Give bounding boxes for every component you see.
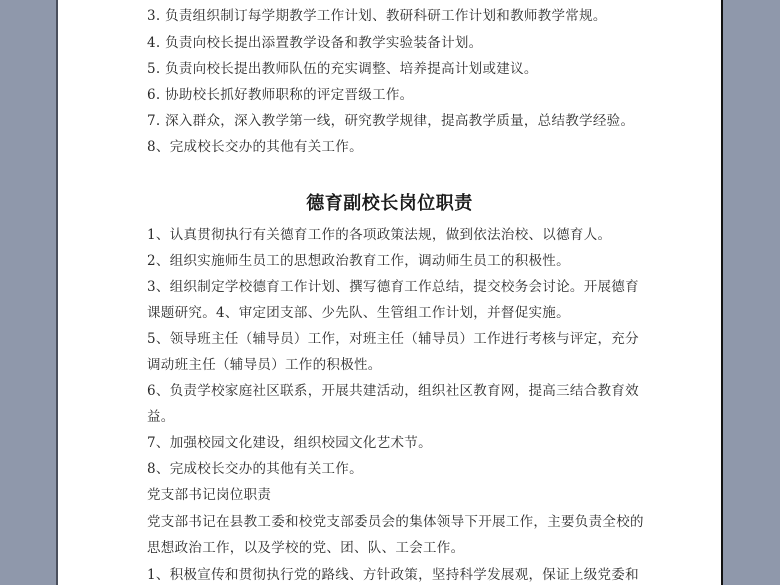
text-line: 益。: [147, 409, 175, 425]
subsection-title: 党支部书记岗位职责: [147, 487, 272, 503]
text-line: 1、积极宣传和贯彻执行党的路线、方针政策，坚持科学发展观，保证上级党委和: [147, 567, 639, 583]
text-line: 6. 协助校长抓好教师职称的评定晋级工作。: [147, 87, 414, 103]
text-line: 8、完成校长交办的其他有关工作。: [147, 139, 363, 155]
text-line: 7、加强校园文化建设，组织校园文化艺术节。: [147, 435, 432, 451]
text-line: 课题研究。4、审定团支部、少先队、生管组工作计划，并督促实施。: [147, 305, 570, 321]
text-line: 党支部书记在县教工委和校党支部委员会的集体领导下开展工作，主要负责全校的: [147, 514, 644, 530]
text-line: 6、负责学校家庭社区联系，开展共建活动，组织社区教育网，提高三结合教育效: [147, 383, 639, 399]
text-line: 3、组织制定学校德育工作计划、撰写德育工作总结，提交校务会讨论。开展德育: [147, 279, 639, 295]
text-line: 3. 负责组织制订每学期教学工作计划、教研科研工作计划和教师教学常规。: [147, 8, 607, 24]
text-line: 5. 负责向校长提出教师队伍的充实调整、培养提高计划或建议。: [147, 61, 538, 77]
text-line: 8、完成校长交办的其他有关工作。: [147, 461, 363, 477]
section-heading: 德育副校长岗位职责: [306, 193, 473, 214]
text-line: 调动班主任（辅导员）工作的积极性。: [147, 357, 382, 373]
text-line: 5、领导班主任（辅导员）工作，对班主任（辅导员）工作进行考核与评定，充分: [147, 331, 639, 347]
document-page: [56, 0, 723, 585]
text-line: 2、组织实施师生员工的思想政治教育工作，调动师生员工的积极性。: [147, 253, 570, 269]
text-line: 7. 深入群众，深入教学第一线，研究教学规律，提高教学质量，总结教学经验。: [147, 113, 635, 129]
text-line: 1、认真贯彻执行有关德育工作的各项政策法规，做到依法治校、以德育人。: [147, 227, 612, 243]
text-line: 4. 负责向校长提出添置教学设备和教学实验装备计划。: [147, 35, 483, 51]
text-line: 思想政治工作，以及学校的党、团、队、工会工作。: [147, 540, 465, 556]
